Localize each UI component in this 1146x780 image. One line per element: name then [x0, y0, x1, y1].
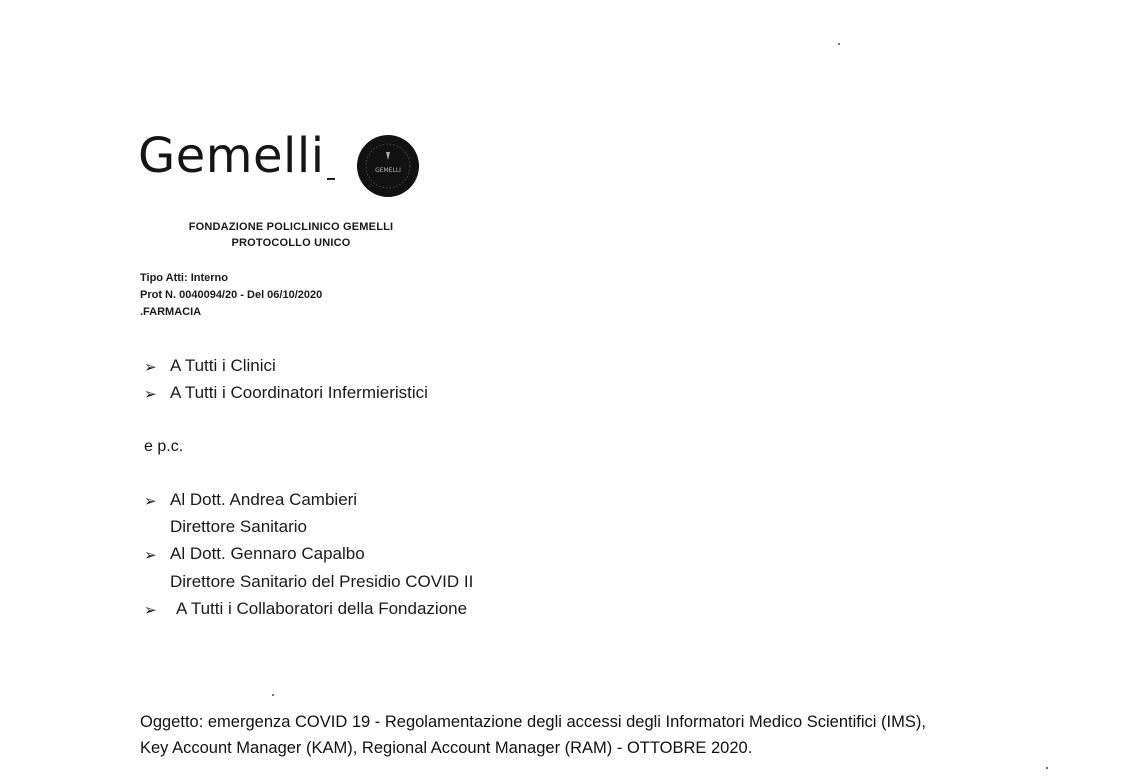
arrow-bullet-icon: ➢ — [144, 385, 157, 403]
recipient-clinici: A Tutti i Clinici — [170, 356, 276, 375]
cc-recipient-role: Direttore Sanitario — [170, 517, 308, 536]
recipient-coordinatori: A Tutti i Coordinatori Infermieristici — [170, 383, 428, 402]
arrow-bullet-icon: ➢ — [144, 601, 157, 619]
logo-underline — [327, 178, 335, 180]
scan-speck — [838, 43, 840, 45]
cc-recipient-name: Al Dott. Andrea Cambieri — [170, 490, 358, 509]
document-type: Tipo Atti: Interno — [140, 272, 228, 284]
protocol-institution: FONDAZIONE POLICLINICO GEMELLI — [188, 221, 394, 233]
issuing-office: .FARMACIA — [140, 306, 202, 318]
protocol-title: PROTOCOLLO UNICO — [231, 237, 351, 249]
svg-text:GEMELLI: GEMELLI — [375, 167, 401, 174]
arrow-bullet-icon: ➢ — [144, 546, 157, 564]
arrow-bullet-icon: ➢ — [144, 358, 157, 376]
cc-recipient-role: Direttore Sanitario del Presidio COVID II — [170, 572, 474, 591]
subject-line-2: Key Account Manager (KAM), Regional Account Manager (RAM) - OTTOBRE 2020. — [140, 739, 753, 757]
subject-line-1: Oggetto: emergenza COVID 19 - Regolamentazione degli accessi degli Informatori Medico Scientifici (IMS), — [140, 713, 926, 731]
gemelli-seal-logo — [356, 134, 420, 198]
cc-recipient-name: Al Dott. Gennaro Capalbo — [170, 544, 365, 563]
cc-recipient-name: A Tutti i Collaboratori della Fondazione — [176, 599, 468, 618]
protocol-number: Prot N. 0040094/20 - Del 06/10/2020 — [140, 289, 323, 301]
scan-speck — [272, 694, 274, 696]
gemelli-wordmark: Gemelli — [138, 128, 325, 184]
scan-speck — [1046, 767, 1048, 769]
cc-label: e p.c. — [144, 438, 184, 455]
arrow-bullet-icon: ➢ — [144, 492, 157, 510]
